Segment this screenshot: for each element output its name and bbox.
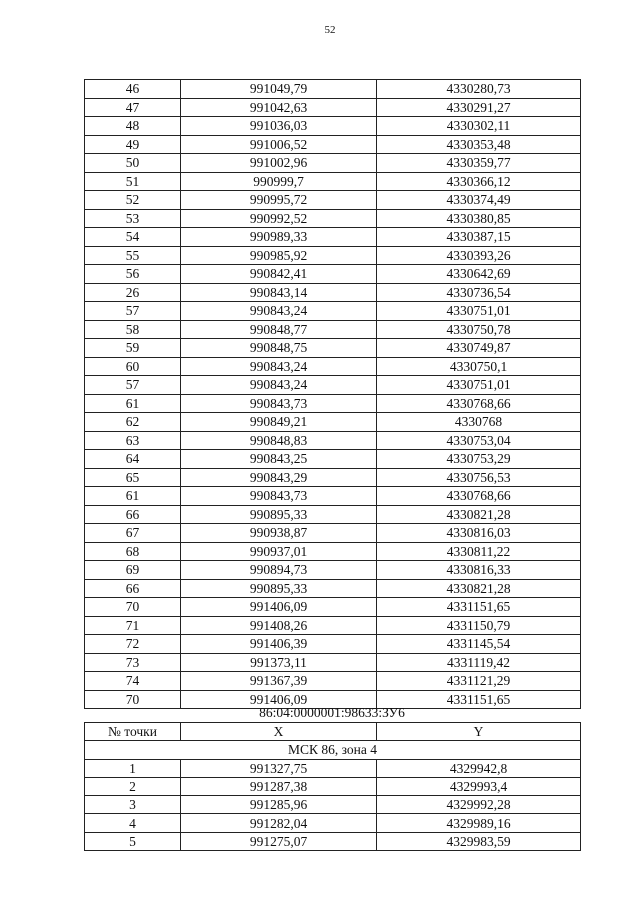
- point-number-cell: 53: [85, 209, 181, 228]
- y-coordinate-cell: 4330750,78: [377, 320, 581, 339]
- point-number-cell: 1: [85, 759, 181, 777]
- point-number-cell: 59: [85, 339, 181, 358]
- y-coordinate-cell: 4330642,69: [377, 265, 581, 284]
- y-coordinate-cell: 4330821,28: [377, 505, 581, 524]
- y-coordinate-cell: 4330393,26: [377, 246, 581, 265]
- x-coordinate-cell: 990843,24: [181, 302, 377, 321]
- table-row: [85, 832, 581, 850]
- coordinates-table-body: [85, 80, 581, 709]
- table-row: [85, 265, 581, 284]
- header-x: X: [181, 723, 377, 741]
- parcel-number-title: 86:04:0000001:98633:ЗУ6: [259, 705, 405, 720]
- point-number-cell: 67: [85, 524, 181, 543]
- point-number-cell: 66: [85, 579, 181, 598]
- y-coordinate-cell: 4331151,65: [377, 690, 581, 709]
- header-point-number: № точки: [85, 723, 181, 741]
- point-number-cell: 66: [85, 505, 181, 524]
- x-coordinate-cell: 990843,24: [181, 357, 377, 376]
- point-number-cell: 26: [85, 283, 181, 302]
- point-number-cell: 61: [85, 394, 181, 413]
- table-row: [85, 524, 581, 543]
- x-coordinate-cell: 990843,73: [181, 487, 377, 506]
- point-number-cell: 55: [85, 246, 181, 265]
- table-row: [85, 814, 581, 832]
- y-coordinate-cell: 4331119,42: [377, 653, 581, 672]
- table-row: [85, 759, 581, 777]
- point-number-cell: 2: [85, 777, 181, 795]
- y-coordinate-cell: 4330816,03: [377, 524, 581, 543]
- point-number-cell: 46: [85, 80, 181, 99]
- table-row: [85, 579, 581, 598]
- x-coordinate-cell: 991406,09: [181, 690, 377, 709]
- x-coordinate-cell: 991408,26: [181, 616, 377, 635]
- y-coordinate-cell: 4330749,87: [377, 339, 581, 358]
- point-number-cell: 56: [85, 265, 181, 284]
- y-coordinate-cell: 4330380,85: [377, 209, 581, 228]
- x-coordinate-cell: 991406,09: [181, 598, 377, 617]
- y-coordinate-cell: 4329983,59: [377, 832, 581, 850]
- y-coordinate-cell: 4331145,54: [377, 635, 581, 654]
- x-coordinate-cell: 990843,24: [181, 376, 377, 395]
- point-number-cell: 51: [85, 172, 181, 191]
- x-coordinate-cell: 991287,38: [181, 777, 377, 795]
- x-coordinate-cell: 990848,77: [181, 320, 377, 339]
- y-coordinate-cell: 4330821,28: [377, 579, 581, 598]
- y-coordinate-cell: 4330353,48: [377, 135, 581, 154]
- header-y: Y: [377, 723, 581, 741]
- x-coordinate-cell: 991285,96: [181, 796, 377, 814]
- x-coordinate-cell: 991049,79: [181, 80, 377, 99]
- x-coordinate-cell: 990843,73: [181, 394, 377, 413]
- point-number-cell: 52: [85, 191, 181, 210]
- parcel-table-body: [85, 741, 581, 851]
- point-number-cell: 70: [85, 598, 181, 617]
- point-number-cell: 74: [85, 672, 181, 691]
- x-coordinate-cell: 990992,52: [181, 209, 377, 228]
- point-number-cell: 54: [85, 228, 181, 247]
- x-coordinate-cell: 990843,25: [181, 450, 377, 469]
- x-coordinate-cell: 990843,14: [181, 283, 377, 302]
- x-coordinate-cell: 991406,39: [181, 635, 377, 654]
- y-coordinate-cell: 4331121,29: [377, 672, 581, 691]
- point-number-cell: 65: [85, 468, 181, 487]
- y-coordinate-cell: 4330359,77: [377, 154, 581, 173]
- y-coordinate-cell: 4330291,27: [377, 98, 581, 117]
- x-coordinate-cell: 991002,96: [181, 154, 377, 173]
- table-row: [85, 672, 581, 691]
- table-row: [85, 394, 581, 413]
- x-coordinate-cell: 990848,75: [181, 339, 377, 358]
- point-number-cell: 72: [85, 635, 181, 654]
- table-row: [85, 635, 581, 654]
- table-row: [85, 209, 581, 228]
- table-row: [85, 777, 581, 795]
- point-number-cell: 58: [85, 320, 181, 339]
- y-coordinate-cell: 4330768,66: [377, 487, 581, 506]
- parcel-coordinates-table: [84, 722, 581, 851]
- table-row: [85, 357, 581, 376]
- table-row: [85, 561, 581, 580]
- point-number-cell: 60: [85, 357, 181, 376]
- table-row: [85, 172, 581, 191]
- x-coordinate-cell: 990989,33: [181, 228, 377, 247]
- point-number-cell: 5: [85, 832, 181, 850]
- x-coordinate-cell: 991036,03: [181, 117, 377, 136]
- x-coordinate-cell: 990895,33: [181, 579, 377, 598]
- y-coordinate-cell: 4329942,8: [377, 759, 581, 777]
- x-coordinate-cell: 991282,04: [181, 814, 377, 832]
- y-coordinate-cell: 4330751,01: [377, 376, 581, 395]
- table-row: [85, 98, 581, 117]
- x-coordinate-cell: 990985,92: [181, 246, 377, 265]
- point-number-cell: 70: [85, 690, 181, 709]
- y-coordinate-cell: 4330750,1: [377, 357, 581, 376]
- point-number-cell: 57: [85, 376, 181, 395]
- x-coordinate-cell: 990849,21: [181, 413, 377, 432]
- y-coordinate-cell: 4330366,12: [377, 172, 581, 191]
- y-coordinate-cell: 4331151,65: [377, 598, 581, 617]
- point-number-cell: 49: [85, 135, 181, 154]
- y-coordinate-cell: 4330302,11: [377, 117, 581, 136]
- x-coordinate-cell: 990842,41: [181, 265, 377, 284]
- table-row: [85, 339, 581, 358]
- table-row: [85, 376, 581, 395]
- point-number-cell: 50: [85, 154, 181, 173]
- zone-row: [85, 741, 581, 759]
- y-coordinate-cell: 4330753,04: [377, 431, 581, 450]
- table-row: [85, 283, 581, 302]
- table-row: [85, 228, 581, 247]
- y-coordinate-cell: 4330387,15: [377, 228, 581, 247]
- table-row: [85, 117, 581, 136]
- y-coordinate-cell: 4330756,53: [377, 468, 581, 487]
- table-header-row: [85, 723, 581, 741]
- point-number-cell: 71: [85, 616, 181, 635]
- table-row: [85, 796, 581, 814]
- x-coordinate-cell: 991367,39: [181, 672, 377, 691]
- y-coordinate-cell: 4330768: [377, 413, 581, 432]
- x-coordinate-cell: 990999,7: [181, 172, 377, 191]
- point-number-cell: 4: [85, 814, 181, 832]
- x-coordinate-cell: 990938,87: [181, 524, 377, 543]
- y-coordinate-cell: 4330768,66: [377, 394, 581, 413]
- table-row: [85, 598, 581, 617]
- point-number-cell: 63: [85, 431, 181, 450]
- y-coordinate-cell: 4329992,28: [377, 796, 581, 814]
- y-coordinate-cell: 4329989,16: [377, 814, 581, 832]
- y-coordinate-cell: 4330736,54: [377, 283, 581, 302]
- table-row: [85, 450, 581, 469]
- point-number-cell: 73: [85, 653, 181, 672]
- x-coordinate-cell: 991373,11: [181, 653, 377, 672]
- point-number-cell: 64: [85, 450, 181, 469]
- y-coordinate-cell: 4330751,01: [377, 302, 581, 321]
- x-coordinate-cell: 990848,83: [181, 431, 377, 450]
- point-number-cell: 68: [85, 542, 181, 561]
- table-row: [85, 413, 581, 432]
- table-row: [85, 542, 581, 561]
- table-row: [85, 135, 581, 154]
- point-number-cell: 47: [85, 98, 181, 117]
- table-row: [85, 320, 581, 339]
- point-number-cell: 57: [85, 302, 181, 321]
- point-number-cell: 3: [85, 796, 181, 814]
- table-row: [85, 431, 581, 450]
- x-coordinate-cell: 990895,33: [181, 505, 377, 524]
- table-row: [85, 154, 581, 173]
- coordinates-table-continued: [84, 79, 581, 709]
- table-row: [85, 191, 581, 210]
- x-coordinate-cell: 991042,63: [181, 98, 377, 117]
- y-coordinate-cell: 4330753,29: [377, 450, 581, 469]
- x-coordinate-cell: 990937,01: [181, 542, 377, 561]
- point-number-cell: 61: [85, 487, 181, 506]
- point-number-cell: 69: [85, 561, 181, 580]
- table-row: [85, 653, 581, 672]
- y-coordinate-cell: 4331150,79: [377, 616, 581, 635]
- point-number-cell: 62: [85, 413, 181, 432]
- table-row: [85, 302, 581, 321]
- x-coordinate-cell: 991327,75: [181, 759, 377, 777]
- table-row: [85, 80, 581, 99]
- coordinate-system-zone: МСК 86, зона 4: [85, 741, 581, 759]
- x-coordinate-cell: 991275,07: [181, 832, 377, 850]
- y-coordinate-cell: 4329993,4: [377, 777, 581, 795]
- x-coordinate-cell: 990843,29: [181, 468, 377, 487]
- y-coordinate-cell: 4330816,33: [377, 561, 581, 580]
- page-number: 52: [324, 24, 336, 36]
- table-row: [85, 616, 581, 635]
- y-coordinate-cell: 4330280,73: [377, 80, 581, 99]
- table-row: [85, 505, 581, 524]
- point-number-cell: 48: [85, 117, 181, 136]
- table-row: [85, 468, 581, 487]
- table-row: [85, 246, 581, 265]
- x-coordinate-cell: 990995,72: [181, 191, 377, 210]
- y-coordinate-cell: 4330374,49: [377, 191, 581, 210]
- y-coordinate-cell: 4330811,22: [377, 542, 581, 561]
- x-coordinate-cell: 991006,52: [181, 135, 377, 154]
- table-row: [85, 487, 581, 506]
- x-coordinate-cell: 990894,73: [181, 561, 377, 580]
